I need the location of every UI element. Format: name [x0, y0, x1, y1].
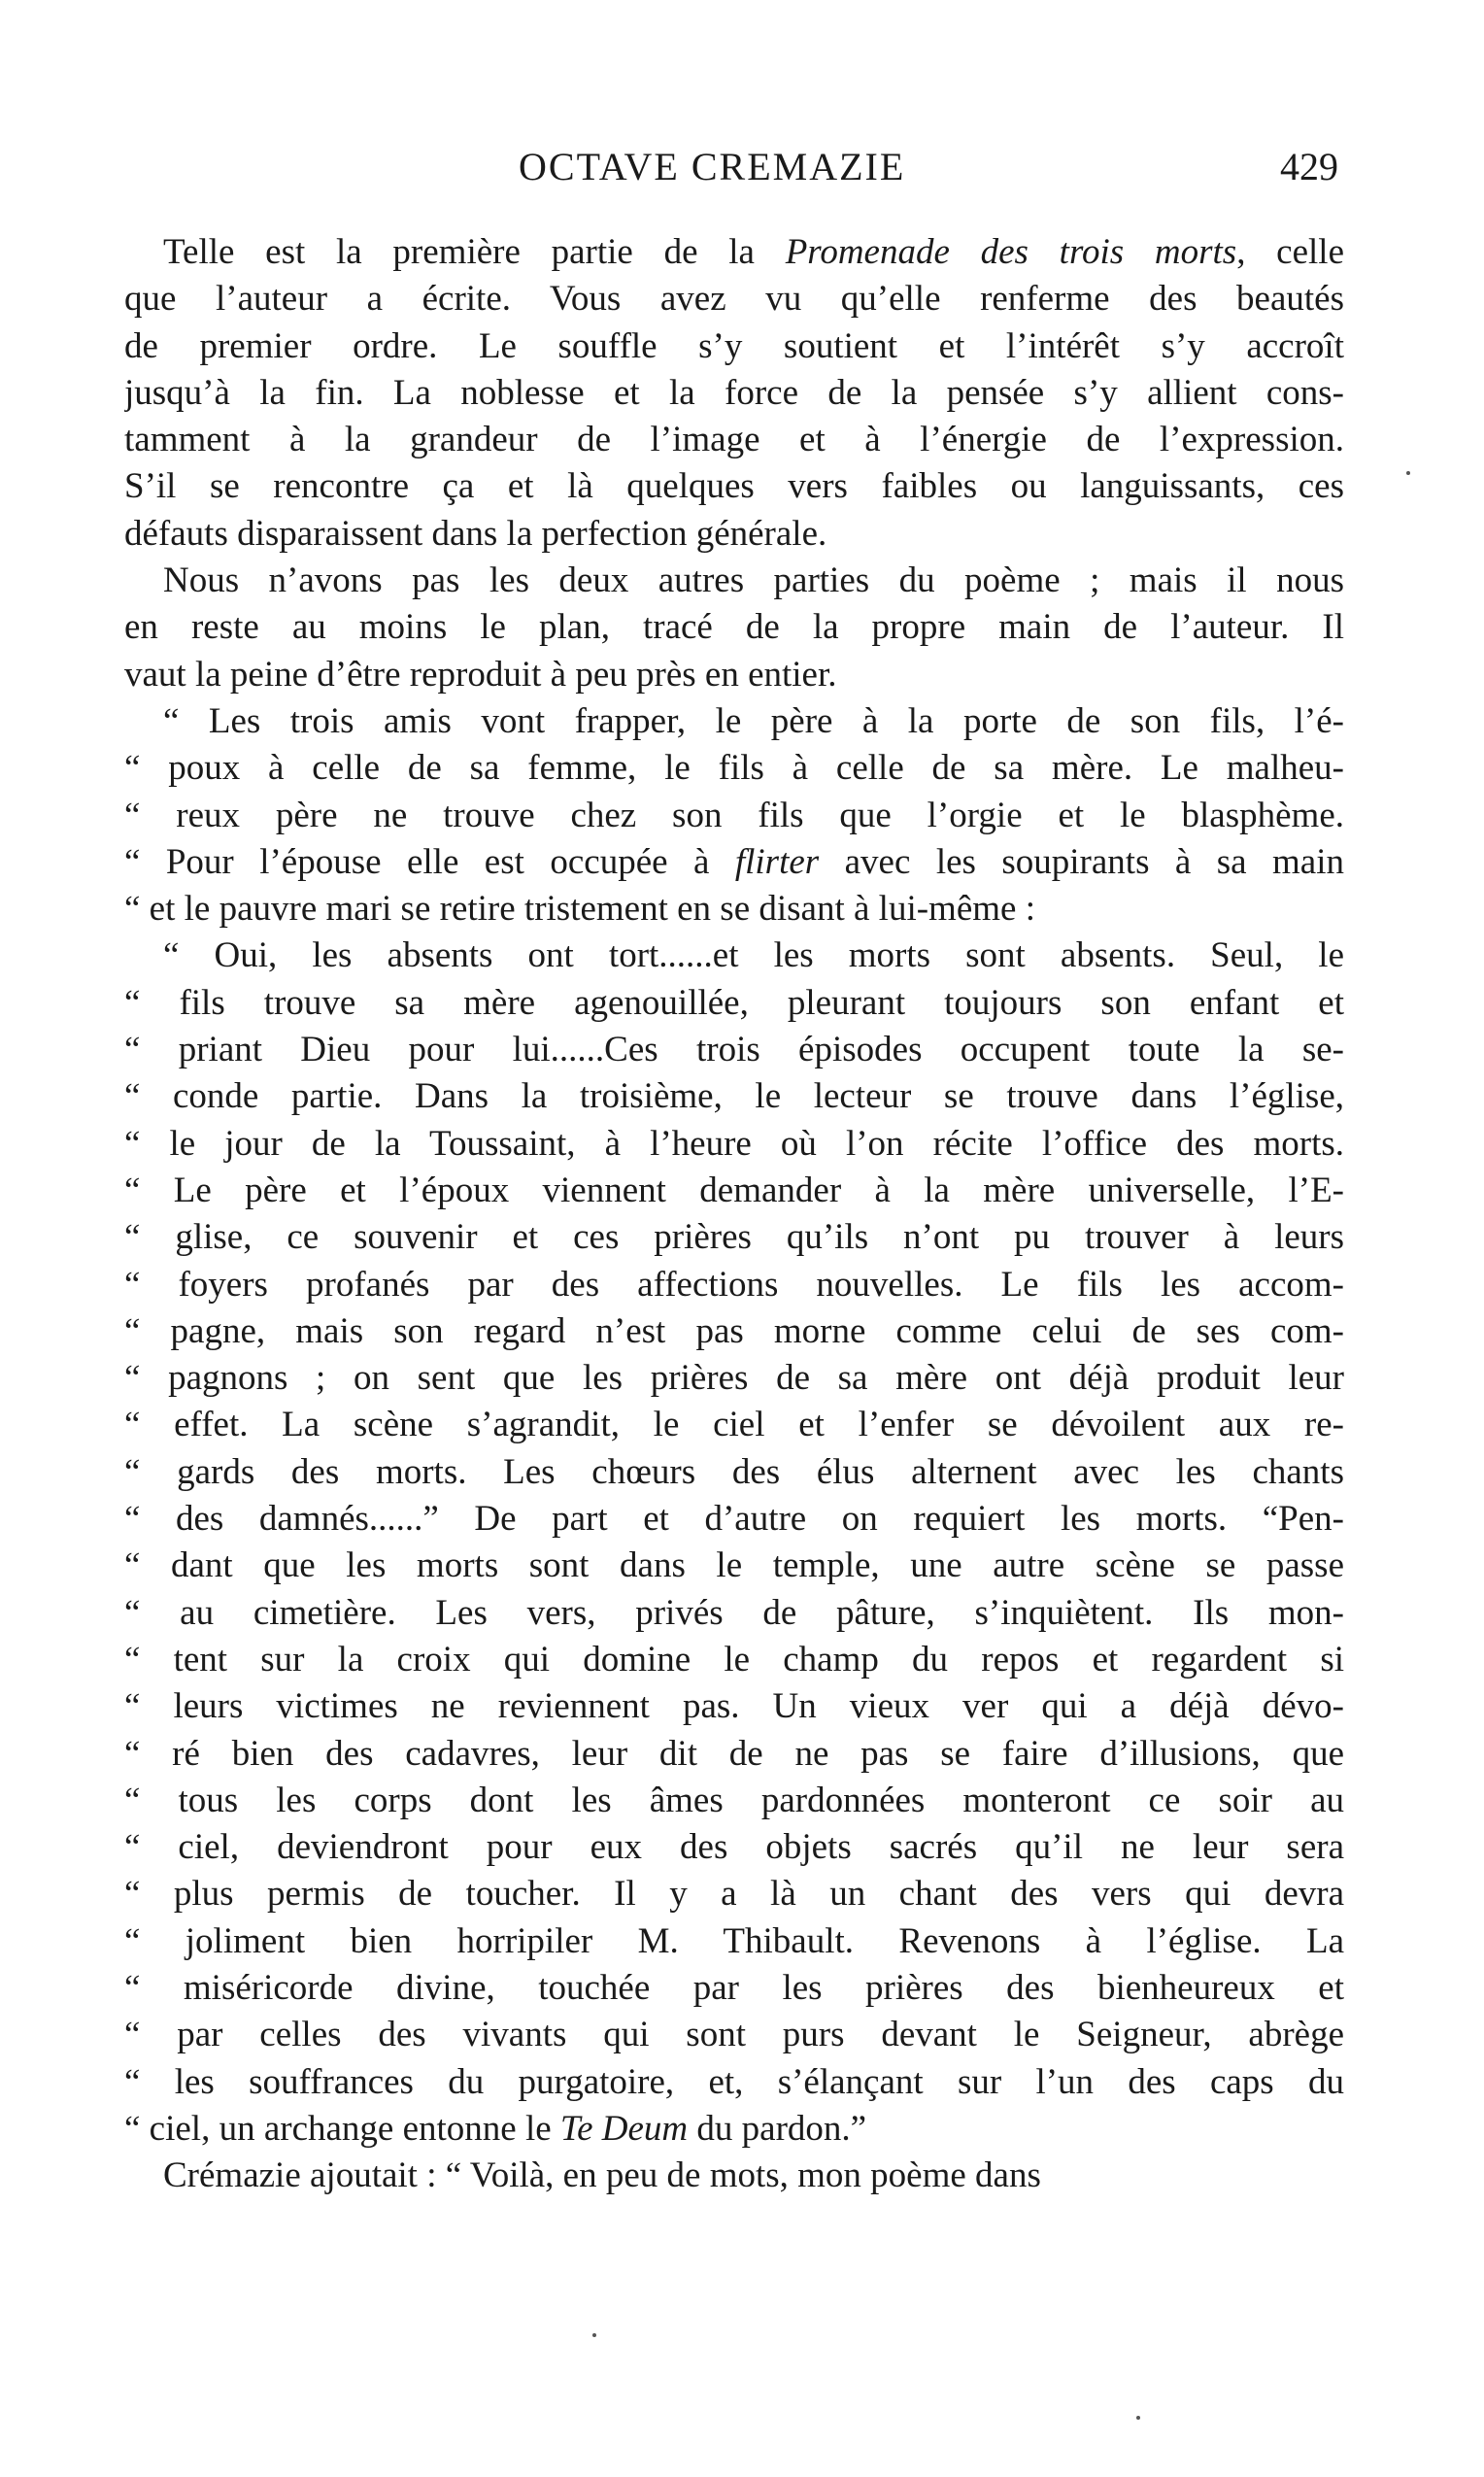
text-line: [124, 604, 1344, 651]
paragraph: [124, 229, 1344, 558]
text-run: “ leurs victimes ne reviennent pas. Un vieux ver qui a déjà dévo-: [124, 1686, 1344, 1727]
text-run: “ foyers profanés par des affections nouvelles. Le fils les accom-: [124, 1264, 1344, 1305]
text-line: [124, 417, 1344, 463]
text-run: “ Les trois amis vont frapper, le père à la porte de son fils, l’é-: [163, 700, 1344, 741]
text-run: “ reux père ne trouve chez son fils que l’orgie et le blasphème.: [124, 795, 1344, 835]
text-run: “ le jour de la Toussaint, à l’heure où l’on récite l’office des morts.: [124, 1123, 1344, 1164]
text-line: [124, 1449, 1344, 1496]
text-run: “ dant que les morts sont dans le temple, une autre scène se passe: [124, 1545, 1344, 1586]
text-run: , celle: [1236, 232, 1344, 272]
text-line: [124, 1355, 1344, 1402]
text-line: [124, 933, 1344, 979]
text-line: [124, 1871, 1344, 1917]
text-run: “ tent sur la croix qui domine le champ du repos et regardent si: [124, 1639, 1344, 1680]
text-line: [124, 1496, 1344, 1543]
text-run: “ ciel, deviendront pour eux des objets sacrés qu’il ne leur sera: [124, 1827, 1344, 1868]
text-run: jusqu’à la fin. La noblesse et la force de la pensée s’y allient cons-: [124, 372, 1344, 413]
text-run: du pardon.”: [688, 2108, 867, 2149]
text-run: défauts disparaissent dans la perfection générale.: [124, 513, 827, 554]
text-run: “ priant Dieu pour lui......Ces trois épisodes occupent toute la se-: [124, 1030, 1344, 1070]
text-line: [124, 793, 1344, 839]
text-line: [124, 511, 1344, 558]
text-run: S’il se rencontre ça et là quelques vers faibles ou languissants, ces: [124, 466, 1344, 507]
text-run: “ glise, ce souvenir et ces prières qu’ils n’ont pu trouver à leurs: [124, 1217, 1344, 1258]
margin-speck: [592, 2333, 596, 2337]
margin-speck: [1406, 471, 1410, 475]
text-line: [124, 1778, 1344, 1824]
text-line: [124, 980, 1344, 1027]
text-line: [124, 886, 1344, 933]
text-line: [124, 463, 1344, 510]
text-line: [124, 2153, 1344, 2199]
text-line: [124, 745, 1344, 792]
text-run: “ par celles des vivants qui sont purs devant le Seigneur, abrège: [124, 2015, 1344, 2055]
text-run: vaut la peine d’être reproduit à peu près en entier.: [124, 654, 837, 695]
text-line: [124, 323, 1344, 370]
text-line: [124, 1308, 1344, 1355]
text-line: [124, 2106, 1344, 2153]
text-line: [124, 1168, 1344, 1214]
text-line: [124, 1824, 1344, 1871]
text-line: [124, 1543, 1344, 1589]
body-text: [124, 229, 1344, 2199]
page-number: 429: [1280, 145, 1338, 188]
running-title: OCTAVE CREMAZIE: [519, 145, 906, 188]
text-line: [124, 1590, 1344, 1637]
text-run: Telle est la première partie de la: [163, 232, 786, 272]
text-run: “ plus permis de toucher. Il y a là un chant des vers qui devra: [124, 1874, 1344, 1915]
text-run: “ ré bien des cadavres, leur dit de ne pas se faire d’illusions, que: [124, 1733, 1344, 1774]
text-run: “ poux à celle de sa femme, le fils à celle de sa mère. Le malheu-: [124, 748, 1344, 789]
paragraph: [124, 2153, 1344, 2199]
text-line: [124, 1918, 1344, 1965]
text-line: [124, 1683, 1344, 1730]
text-line: [124, 1965, 1344, 2012]
text-run: tamment à la grandeur de l’image et à l’énergie de l’expression.: [124, 420, 1344, 460]
text-line: [124, 370, 1344, 417]
text-line: [124, 1214, 1344, 1261]
text-run: “ fils trouve sa mère agenouillée, pleurant toujours son enfant et: [124, 982, 1344, 1023]
text-run: “ et le pauvre mari se retire tristement en se disant à lui-même :: [124, 889, 1035, 930]
paragraph: [124, 698, 1344, 933]
paragraph: [124, 558, 1344, 698]
running-head: [0, 144, 1484, 198]
text-line: [124, 1121, 1344, 1168]
text-line: [124, 276, 1344, 322]
text-run: “ joliment bien horripiler M. Thibault. Revenons à l’église. La: [124, 1920, 1344, 1961]
text-line: [124, 1731, 1344, 1778]
text-line: [124, 1402, 1344, 1448]
text-run: “ Oui, les absents ont tort......et les morts sont absents. Seul, le: [163, 935, 1344, 976]
text-line: [124, 652, 1344, 698]
text-run: de premier ordre. Le souffle s’y soutient et l’intérêt s’y accroît: [124, 325, 1344, 366]
text-line: [124, 1262, 1344, 1308]
text-run: “ miséricorde divine, touchée par les prières des bienheureux et: [124, 1967, 1344, 2008]
text-run: “ gards des morts. Les chœurs des élus alternent avec les chants: [124, 1451, 1344, 1492]
italic-title: Te Deum: [559, 2108, 689, 2149]
text-run: que l’auteur a écrite. Vous avez vu qu’elle renferme des beautés: [124, 279, 1344, 320]
text-run: “ pagne, mais son regard n’est pas morne comme celui de ses com-: [124, 1310, 1344, 1351]
text-line: [124, 1073, 1344, 1120]
text-line: [124, 229, 1344, 276]
text-run: avec les soupirants à sa main: [819, 841, 1344, 882]
italic-title: flirter: [734, 841, 820, 882]
text-run: Nous n’avons pas les deux autres parties du poème ; mais il nous: [163, 560, 1344, 601]
text-run: “ au cimetière. Les vers, privés de pâture, s’inquiètent. Ils mon-: [124, 1592, 1344, 1633]
margin-speck: [1136, 2416, 1140, 2420]
text-run: “ Le père et l’époux viennent demander à la mère universelle, l’E-: [124, 1170, 1344, 1210]
text-line: [124, 2059, 1344, 2106]
text-run: “ Pour l’épouse elle est occupée à: [124, 841, 735, 882]
text-run: “ ciel, un archange entonne le: [124, 2108, 560, 2149]
text-run: Crémazie ajoutait : “ Voilà, en peu de mots, mon poème dans: [163, 2155, 1041, 2196]
text-run: “ conde partie. Dans la troisième, le lecteur se trouve dans l’église,: [124, 1076, 1344, 1117]
text-run: en reste au moins le plan, tracé de la propre main de l’auteur. Il: [124, 607, 1344, 648]
text-run: “ tous les corps dont les âmes pardonnées monteront ce soir au: [124, 1780, 1344, 1820]
text-run: “ effet. La scène s’agrandit, le ciel et l’enfer se dévoilent aux re-: [124, 1405, 1344, 1445]
text-line: [124, 698, 1344, 745]
text-run: “ les souffrances du purgatoire, et, s’élançant sur l’un des caps du: [124, 2061, 1344, 2102]
text-line: [124, 2012, 1344, 2058]
paragraph: [124, 933, 1344, 2153]
text-line: [124, 1637, 1344, 1683]
text-run: “ des damnés......” De part et d’autre on requiert les morts. “Pen-: [124, 1499, 1344, 1540]
text-line: [124, 1027, 1344, 1073]
text-run: “ pagnons ; on sent que les prières de sa mère ont déjà produit leur: [124, 1358, 1344, 1399]
text-line: [124, 839, 1344, 886]
text-line: [124, 558, 1344, 604]
italic-title: Promenade des trois morts: [785, 232, 1237, 272]
